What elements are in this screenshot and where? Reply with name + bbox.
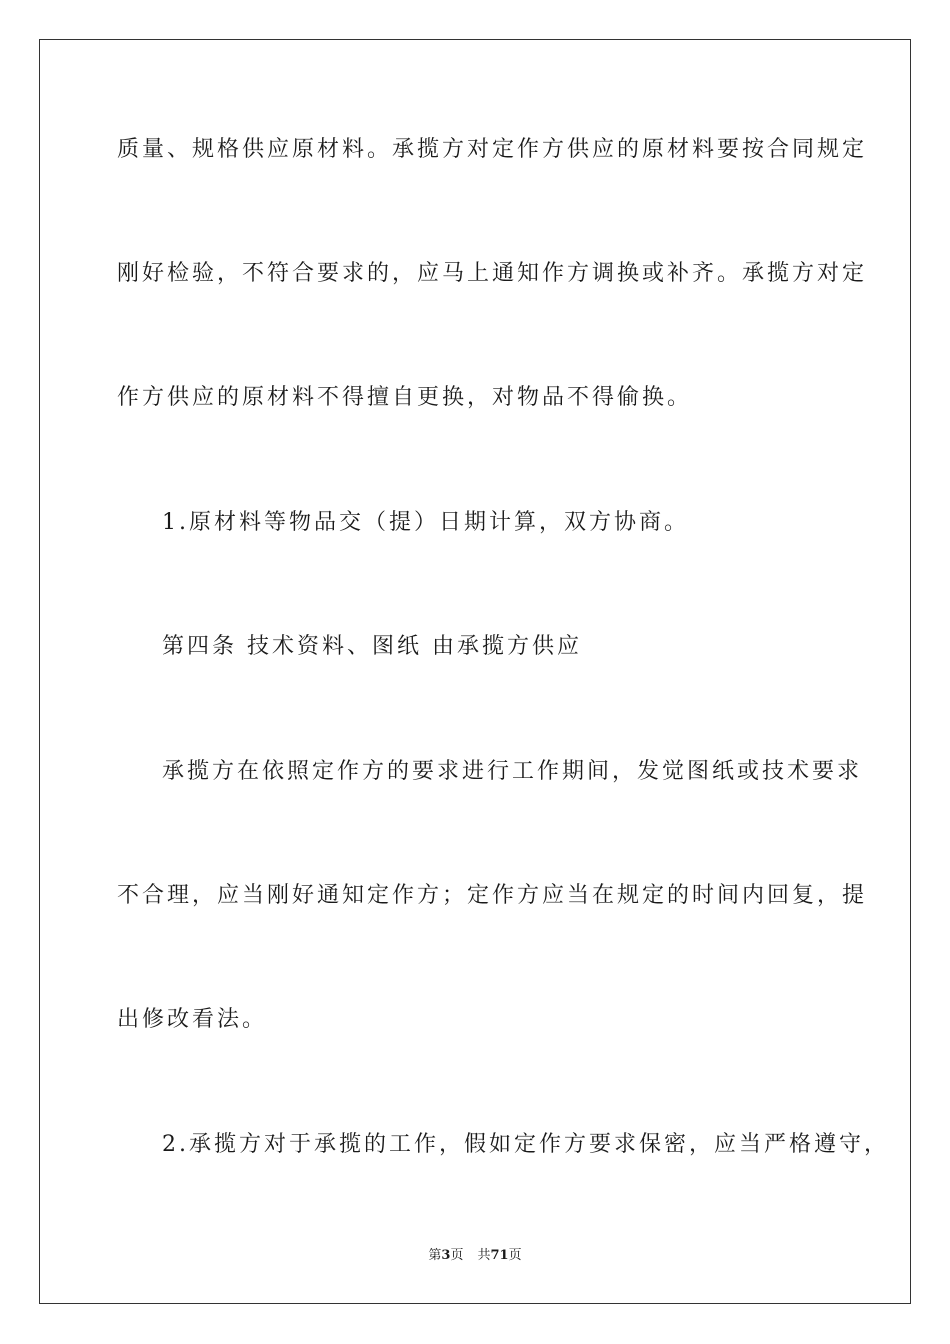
body-line-4: 1.原材料等物品交（提）日期计算，双方协商。 — [162, 510, 689, 535]
page-border — [39, 39, 911, 1304]
section-heading: 第四条 技术资料、图纸 由承揽方供应 — [162, 634, 582, 659]
page-number: 3 — [441, 1248, 451, 1263]
body-line-3: 作方供应的原材料不得擅自更换，对物品不得偷换。 — [117, 385, 693, 410]
body-line-7: 不合理，应当刚好通知定作方；定作方应当在规定的时间内回复，提 — [117, 883, 868, 908]
page-prefix: 第 — [428, 1248, 442, 1263]
total-suffix: 页 — [508, 1248, 522, 1263]
body-line-8: 出修改看法。 — [117, 1007, 268, 1032]
total-pages: 71 — [490, 1248, 509, 1263]
body-line-6: 承揽方在依照定作方的要求进行工作期间，发觉图纸或技术要求 — [162, 759, 863, 784]
page-suffix: 页 — [450, 1248, 464, 1263]
total-prefix: 共 — [477, 1248, 491, 1263]
body-line-9: 2.承揽方对于承揽的工作，假如定作方要求保密，应当严格遵守， — [162, 1132, 889, 1157]
page-footer — [0, 1247, 950, 1265]
body-line-1: 质量、规格供应原材料。承揽方对定作方供应的原材料要按合同规定 — [117, 137, 868, 162]
body-line-2: 刚好检验，不符合要求的，应马上通知作方调换或补齐。承揽方对定 — [117, 261, 868, 286]
